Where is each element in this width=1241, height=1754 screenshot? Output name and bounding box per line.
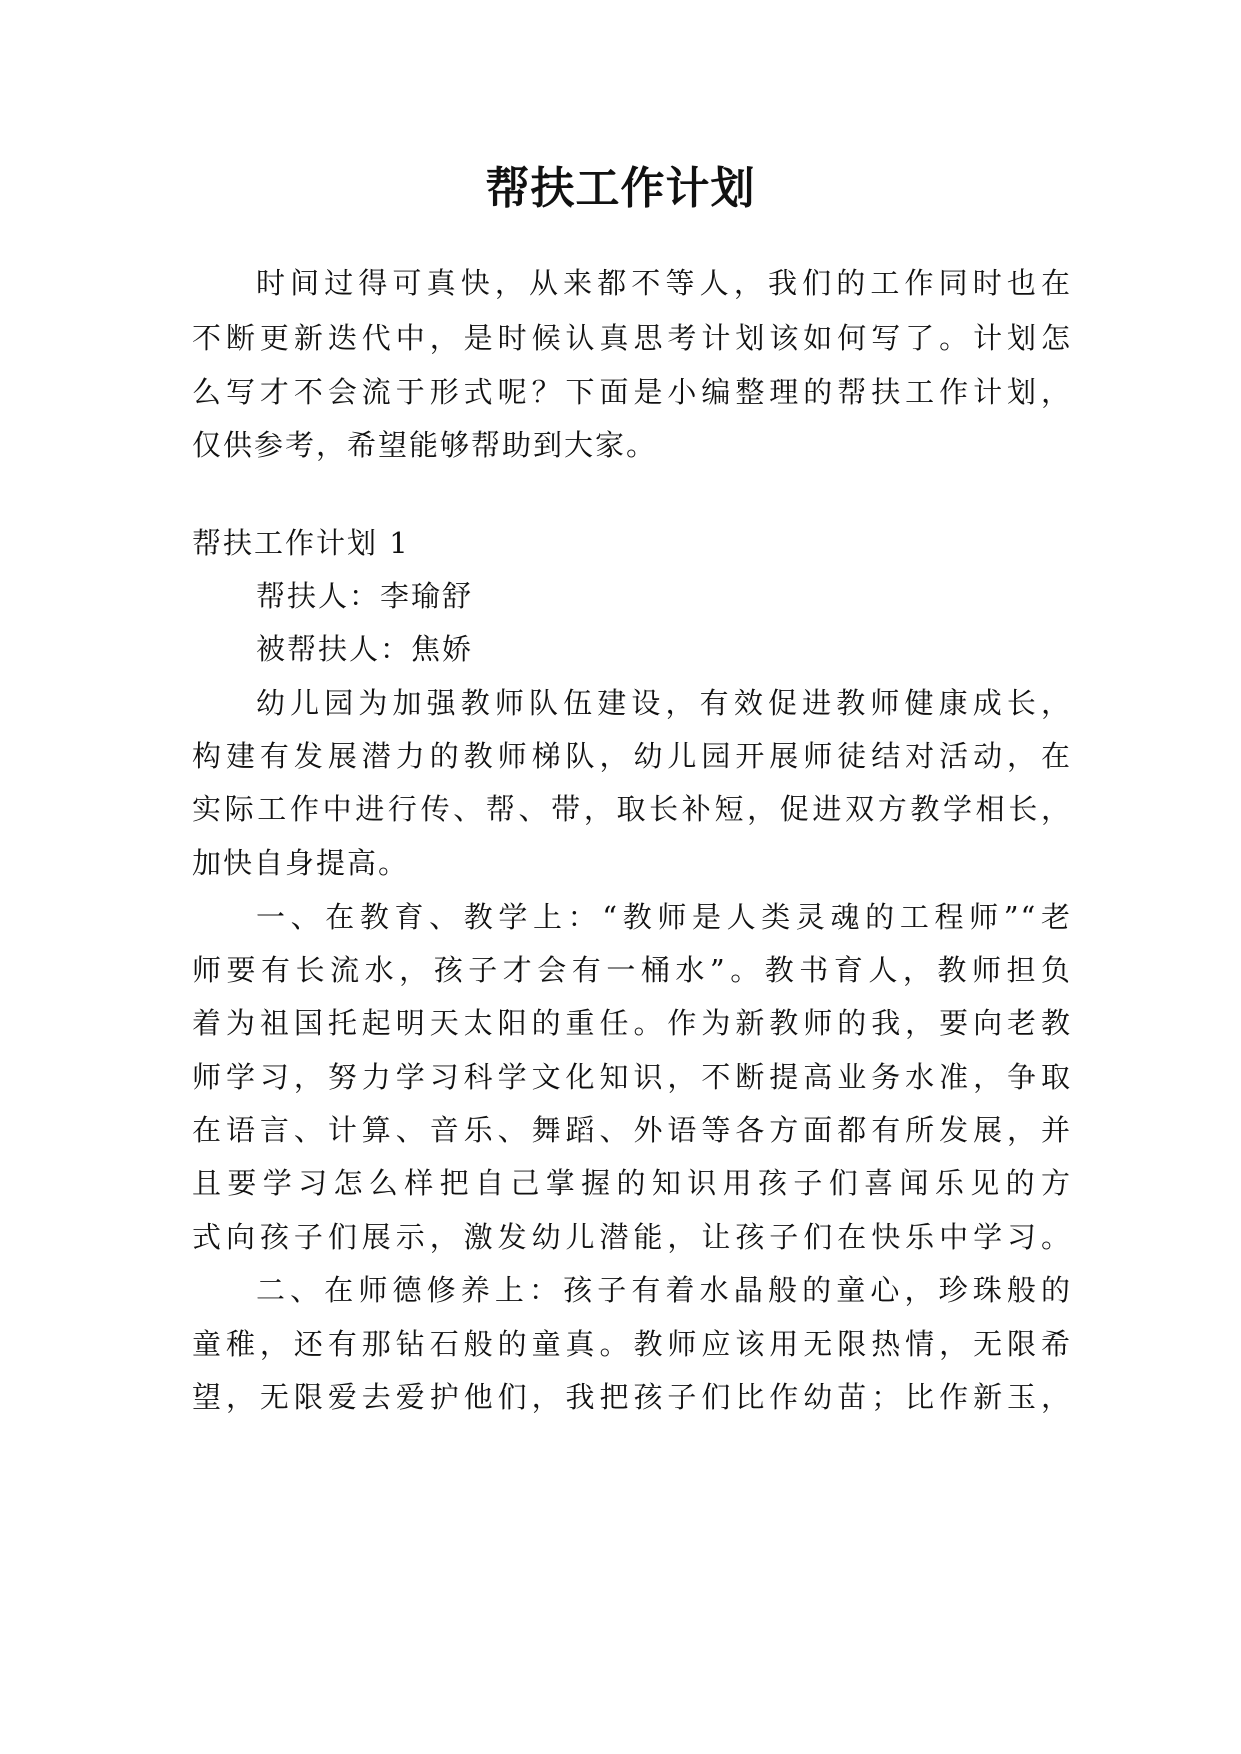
intro-line: 不断更新迭代中，是时候认真思考计划该如何写了。计划怎 [192, 321, 1072, 355]
para2-line: 且要学习怎么样把自己掌握的知识用孩子们喜闻乐见的方 [192, 1166, 1072, 1200]
helped-line: 被帮扶人：焦娇 [256, 632, 474, 666]
section-heading: 帮扶工作计划 1 [192, 526, 410, 560]
para1-line: 构建有发展潜力的教师梯队，幼儿园开展师徒结对活动，在 [192, 739, 1072, 773]
para2-line: 式向孩子们展示，激发幼儿潜能，让孩子们在快乐中学习。 [192, 1220, 1072, 1254]
para2-line: 着为祖国托起明天太阳的重任。作为新教师的我，要向老教 [192, 1006, 1072, 1040]
para3-line: 二、在师德修养上：孩子有着水晶般的童心，珍珠般的 [256, 1273, 1072, 1307]
intro-line: 么写才不会流于形式呢？下面是小编整理的帮扶工作计划， [192, 375, 1072, 409]
para2-line: 师要有长流水，孩子才会有一桶水”。教书育人，教师担负 [192, 953, 1072, 987]
para1-line: 加快自身提高。 [192, 846, 410, 880]
para3-line: 望，无限爱去爱护他们，我把孩子们比作幼苗；比作新玉， [192, 1380, 1072, 1414]
helper-line: 帮扶人：李瑜舒 [256, 579, 474, 613]
intro-line: 时间过得可真快，从来都不等人，我们的工作同时也在 [256, 266, 1072, 300]
intro-line: 仅供参考，希望能够帮助到大家。 [192, 428, 658, 462]
para1-line: 幼儿园为加强教师队伍建设，有效促进教师健康成长， [256, 686, 1072, 720]
document-title: 帮扶工作计划 [485, 163, 756, 214]
para2-line: 在语言、计算、音乐、舞蹈、外语等各方面都有所发展，并 [192, 1113, 1072, 1147]
para3-line: 童稚，还有那钻石般的童真。教师应该用无限热情，无限希 [192, 1327, 1072, 1361]
para2-line: 一、在教育、教学上：“教师是人类灵魂的工程师”“老 [256, 900, 1072, 934]
para1-line: 实际工作中进行传、帮、带，取长补短，促进双方教学相长， [192, 792, 1072, 826]
para2-line: 师学习，努力学习科学文化知识，不断提高业务水准，争取 [192, 1060, 1072, 1094]
